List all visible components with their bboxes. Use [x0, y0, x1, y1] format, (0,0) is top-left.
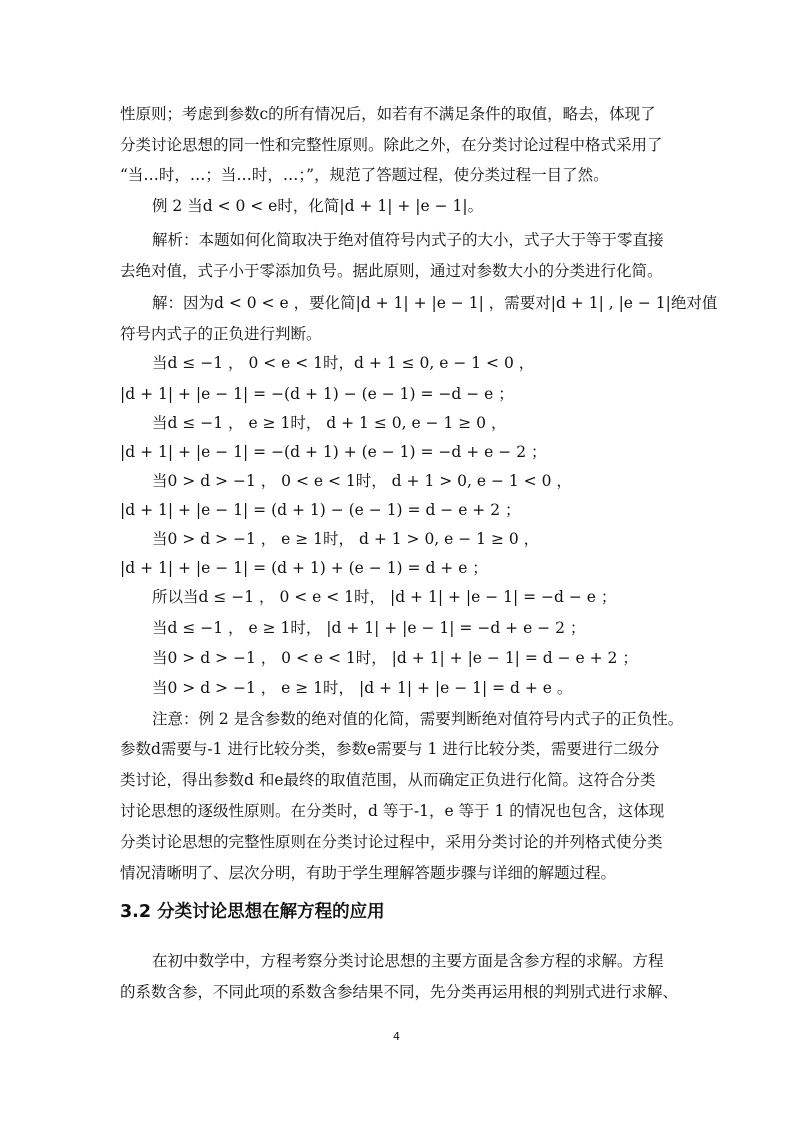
case-condition: 当0 > d > −1 ， 0 < e < 1时， d + 1 > 0, e − 1 < 0 ， [152, 472, 572, 490]
summary-line: 当0 > d > −1 ， 0 < e < 1时， |d + 1| + |e − 1| = d − e + 2 ； [152, 649, 638, 667]
example-statement: 例 2 当d < 0 < e时，化简|d + 1| + |e − 1|。 [152, 197, 484, 215]
section-heading: 3.2 分类讨论思想在解方程的应用 [120, 902, 385, 922]
case-condition: 当d ≤ −1 ， 0 < e < 1时，d + 1 ≤ 0, e − 1 < 0 ， [152, 354, 535, 372]
summary-line: 当0 > d > −1 ， e ≥ 1时， |d + 1| + |e − 1| = d + e 。 [152, 679, 573, 697]
text-line: 去绝对值，式子小于零添加负号。据此原则，通过对参数大小的分类进行化简。 [120, 262, 663, 280]
text-line: 情况清晰明了、层次分明，有助于学生理解答题步骤与详细的解题过程。 [120, 864, 617, 882]
text-line: “当…时，…；当…时，…；”，规范了答题过程，使分类过程一目了然。 [120, 166, 609, 184]
text-line: 符号内式子的正负进行判断。 [120, 325, 322, 343]
equation-line: |d + 1| + |e − 1| = −(d + 1) − (e − 1) = −d − e ； [120, 385, 514, 403]
text-line: 分类讨论思想的同一性和完整性原则。除此之外，在分类讨论过程中格式采用了 [120, 136, 663, 154]
text-line: 分类讨论思想的完整性原则在分类讨论过程中，采用分类讨论的并列格式使分类 [120, 833, 663, 851]
text-line: 在初中数学中，方程考察分类讨论思想的主要方面是含参方程的求解。方程 [152, 952, 664, 970]
summary-line: 所以当d ≤ −1 ， 0 < e < 1时， |d + 1| + |e − 1| = −d − e ； [152, 588, 617, 606]
text-line: 解析：本题如何化简取决于绝对值符号内式子的大小，式子大于等于零直接 [152, 231, 664, 249]
summary-line: 当d ≤ −1 ， e ≥ 1时， |d + 1| + |e − 1| = −d + e − 2 ； [152, 619, 586, 637]
text-line: 类讨论，得出参数d 和e最终的取值范围，从而确定正负进行化简。这符合分类 [120, 771, 656, 789]
equation-line: |d + 1| + |e − 1| = (d + 1) − (e − 1) = d − e + 2 ； [120, 501, 521, 519]
equation-line: |d + 1| + |e − 1| = −(d + 1) + (e − 1) = −d + e − 2 ； [120, 443, 547, 461]
equation-line: |d + 1| + |e − 1| = (d + 1) + (e − 1) = d + e ； [120, 559, 488, 577]
case-condition: 当d ≤ −1 ， e ≥ 1时， d + 1 ≤ 0, e − 1 ≥ 0 ， [152, 414, 507, 432]
text-line: 讨论思想的逐级性原则。在分类时，d 等于-1，e 等于 1 的情况也包含，这体现 [120, 802, 665, 820]
text-line: 解：因为d < 0 < e ，要化简|d + 1| + |e − 1| ，需要对|d + 1| , |e − 1|绝对值 [152, 294, 718, 312]
text-line: 参数d需要与-1 进行比较分类，参数e需要与 1 进行比较分类，需要进行二级分 [120, 740, 660, 758]
page-number: 4 [393, 1030, 400, 1043]
case-condition: 当0 > d > −1 ， e ≥ 1时， d + 1 > 0, e − 1 ≥ 0 ， [152, 530, 540, 548]
text-line: 注意：例 2 是含参数的绝对值的化简，需要判断绝对值符号内式子的正负性。 [152, 710, 684, 728]
text-line: 的系数含参，不同此项的系数含参结果不同，先分类再运用根的判别式进行求解、 [120, 983, 679, 1001]
text-line: 性原则；考虑到参数c的所有情况后，如若有不满足条件的取值，略去，体现了 [120, 105, 656, 123]
